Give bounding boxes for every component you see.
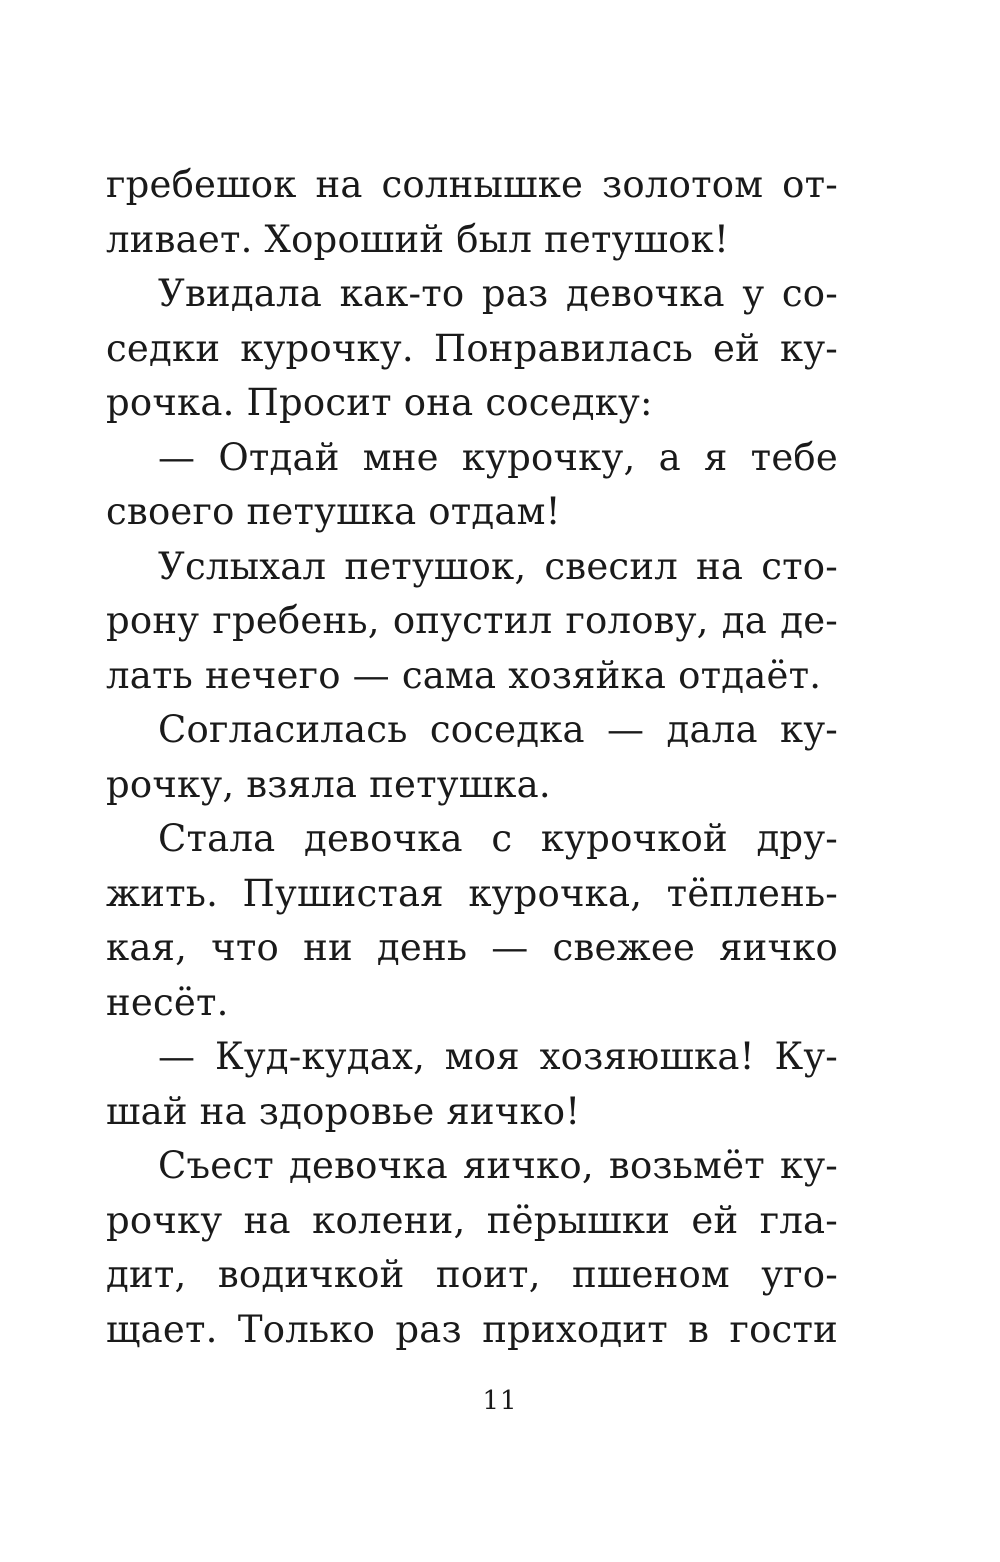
story-text xyxy=(106,158,838,1357)
text-line: гребешок на солнышке золотом от- xyxy=(106,163,838,206)
text-line: ливает. Хороший был петушок! xyxy=(106,217,730,261)
page-number: 11 xyxy=(482,1386,518,1416)
text-line: — Куд-кудах, моя хозяюшка! Ку- xyxy=(158,1035,838,1078)
text-line: рону гребень, опустил голову, да де- xyxy=(106,599,838,642)
text-line: рочку, взяла петушка. xyxy=(106,762,551,806)
text-line: своего петушка отдам! xyxy=(106,490,561,533)
text-line: щает. Только раз приходит в гости xyxy=(106,1307,838,1351)
text-line: — Отдай мне курочку, а я тебе xyxy=(158,435,838,479)
text-line: Услыхал петушок, свесил на сто- xyxy=(158,544,838,588)
text-line: дит, водичкой поит, пшеном уго- xyxy=(106,1253,838,1296)
text-line: рочку на колени, пёрышки ей гла- xyxy=(106,1198,838,1242)
text-line: Согласилась соседка — дала ку- xyxy=(158,708,838,751)
text-line: Увидала как-то раз девочка у со- xyxy=(158,272,838,315)
text-line: лать нечего — сама хозяйка отдаёт. xyxy=(106,653,822,697)
text-line: несёт. xyxy=(106,980,229,1024)
text-line: кая, что ни день — свежее яичко xyxy=(106,926,838,969)
text-line: Стала девочка с курочкой дру- xyxy=(158,817,838,860)
text-line: Съест девочка яичко, возьмёт ку- xyxy=(158,1144,838,1187)
text-line: рочка. Просит она соседку: xyxy=(106,381,653,424)
text-line: седки курочку. Понравилась ей ку- xyxy=(106,326,838,370)
text-line: шай на здоровье яичко! xyxy=(106,1089,581,1133)
text-line: жить. Пушистая курочка, тёплень- xyxy=(106,871,838,915)
